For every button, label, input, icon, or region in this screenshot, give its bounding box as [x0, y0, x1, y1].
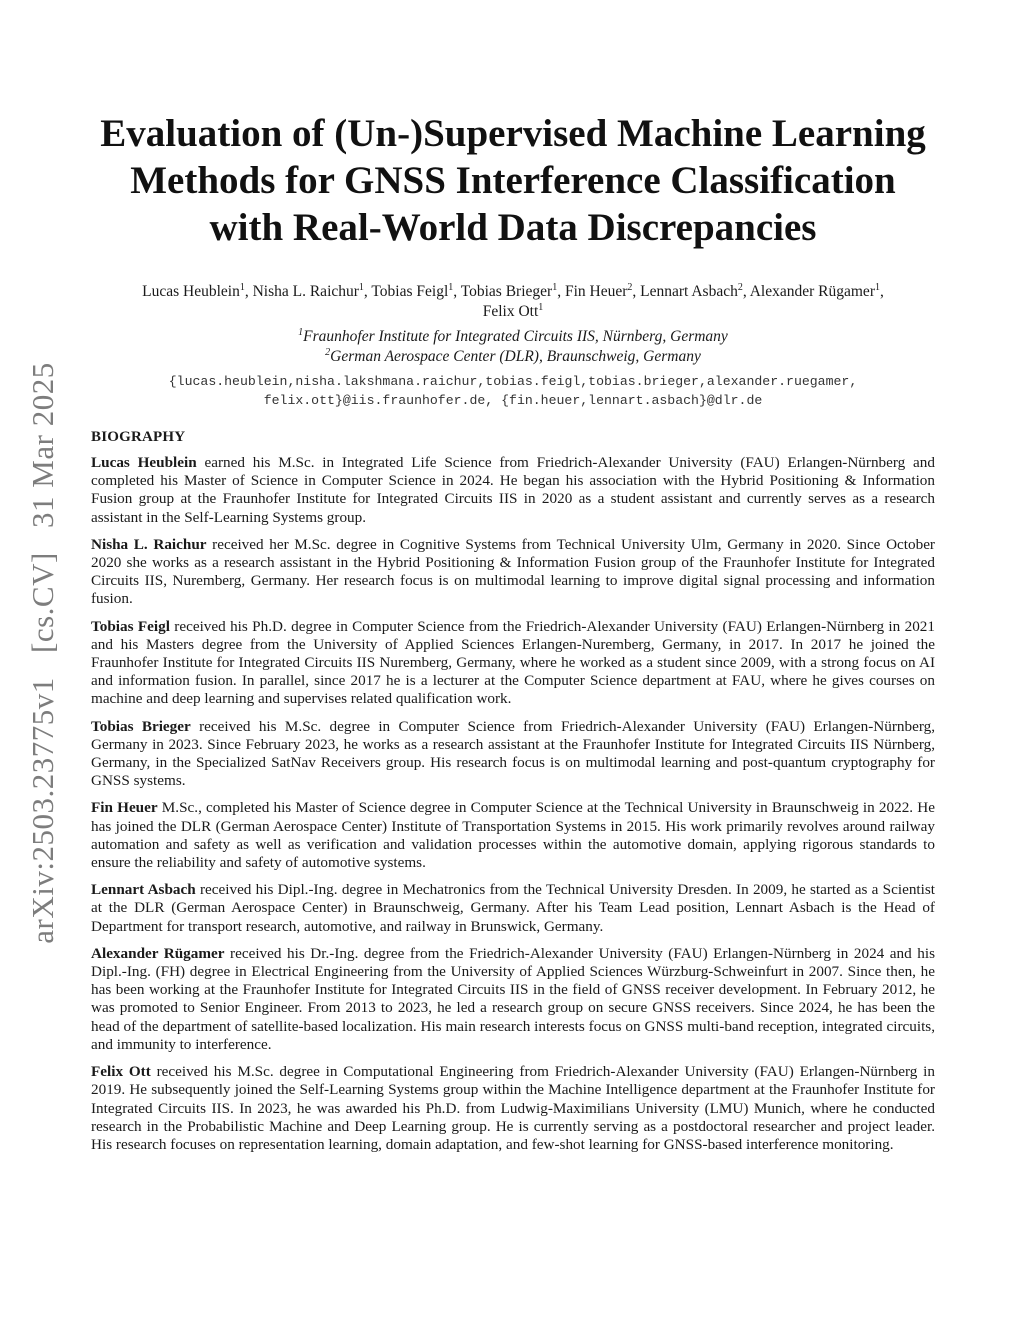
- bio-text: received his Dr.-Ing. degree from the Friedrich-Alexander University (FAU) Erlangen-Nürnberg in 2024 and his Dipl.-Ing. (FH) degree in Electrical Engineering from the University of Applied Sciences Würzburg-Schweinfurt in 2007. Since then, he has been working at the Fraunhofer Institute for Integrated Circuits IIS in the field of GNSS receiver development. In February 2012, he was promoted to Senior Engineer. From 2013 to 2023, he led a research group on secure GNSS receivers. Since 2024, he has been the head of the department of satellite-based localization. His main research interests focus on GNSS multi-band reception, integrated circuits, and immunity to interference.: [91, 944, 935, 1053]
- bio-paragraph: [91, 1063, 935, 1154]
- bio-text: received her M.Sc. degree in Cognitive Systems from Technical University Ulm, Germany in 2020. Since October 2020 she works as a research assistant in the Hybrid Positioning & Information Fusion group of the Fraunhofer Institute for Integrated Circuits IIS, Nuremberg, Germany. Her research focus is on multimodal learning to improve digital signal processing and information fusion.: [91, 535, 935, 608]
- author: Tobias Feigl$^1$: [371, 281, 454, 300]
- email-line: felix.ott}@iis.fraunhofer.de, {fin.heuer,lennart.asbach}@dlr.de: [263, 393, 763, 408]
- author-emails: [91, 372, 935, 410]
- bio-name: Tobias Brieger: [91, 717, 191, 735]
- bio-paragraph: [91, 799, 935, 872]
- bio-name: Lucas Heublein: [91, 454, 197, 471]
- bio-paragraph: [91, 618, 935, 709]
- author: Lennart Asbach$^2$: [640, 281, 743, 300]
- bio-paragraph: [91, 454, 935, 527]
- arxiv-id: arXiv:2503.23775v1: [25, 677, 60, 944]
- author: Lucas Heublein$^1$: [142, 281, 245, 300]
- title-line: with Real-World Data Discrepancies: [209, 206, 817, 249]
- affiliations: [91, 327, 935, 367]
- paper-title: [91, 110, 935, 251]
- bio-text: received his M.Sc. degree in Computational Engineering from Friedrich-Alexander University (FAU) Erlangen-Nürnberg in 2019. He subsequently joined the Self-Learning Systems group within the Machine Intelligence department at the Fraunhofer Institute for Integrated Circuits IIS. In 2023, he was awarded his Ph.D. from Ludwig-Maximilians University (LMU) Munich, where he conducted research in the Probabilistic Machine and Deep Learning group. He is currently serving as a postdoctoral researcher and project leader. His research focuses on representation learning, domain adaptation, and few-shot learning for GNSS-based interference monitoring.: [91, 1063, 935, 1153]
- author-list: Lucas Heublein$^1$, Nisha L. Raichur$^1$, Tobias Feigl$^1$, Tobias Brieger$^1$, Fin Heuer$^2$, Lennart Asbach$^2$, Alexander Rügamer$^1$, Felix Ott$^1$: [142, 281, 884, 320]
- arxiv-category: [cs.CV]: [25, 552, 60, 653]
- bio-text: M.Sc., completed his Master of Science degree in Computer Science at the Technical University in Braunschweig in 2022. He has joined the DLR (German Aerospace Center) Institute of Transportation Systems in 2015. His work primarily revolves around railway automation and safety as well as verification and validation processes within the automotive domain, applying rigorous standards to ensure the reliability and safety of automotive systems.: [91, 799, 935, 872]
- bio-text: received his M.Sc. degree in Computer Science from Friedrich-Alexander University (FAU) Erlangen-Nürnberg, Germany in 2023. Since February 2023, he works as a research assistant at the Fraunhofer Institute for Integrated Circuits IIS Nürnberg, Germany, in the Specialized SatNav Receivers group. His research focus is on multimodal learning and post-quantum cryptography for GNSS systems.: [91, 717, 935, 790]
- bio-paragraph: [91, 945, 935, 1054]
- affiliation: $^1$Fraunhofer Institute for Integrated Circuits IIS, Nürnberg, Germany: [298, 326, 728, 345]
- bio-name: Lennart Asbach: [91, 881, 196, 899]
- biography-heading: BIOGRAPHY: [91, 429, 186, 445]
- email-line: {lucas.heublein,nisha.lakshmana.raichur,tobias.feigl,tobias.brieger,alexander.ruegamer,: [168, 374, 858, 389]
- bio-paragraph: [91, 718, 935, 791]
- author: Tobias Brieger$^1$: [460, 281, 558, 300]
- bio-text: earned his M.Sc. in Integrated Life Science from Friedrich-Alexander University (FAU) Erlangen-Nürnberg and completed his Master of Science in Computer Science in 2024. He began his association with the Hybrid Positioning & Information Fusion group at the Fraunhofer Institute for Integrated Circuits IIS in 2020 as a student assistant and currently serves as a research assistant in the Self-Learning Systems group.: [91, 454, 935, 526]
- bio-name: Nisha L. Raichur: [91, 535, 207, 553]
- affiliation: $^2$German Aerospace Center (DLR), Braunschweig, Germany: [325, 346, 701, 365]
- bio-name: Tobias Feigl: [91, 617, 170, 635]
- author: Fin Heuer$^2$: [564, 281, 633, 300]
- author: Nisha L. Raichur$^1$: [252, 281, 364, 300]
- author: Alexander Rügamer$^1$: [749, 281, 880, 300]
- paper-page: [91, 110, 935, 1163]
- bio-name: Fin Heuer: [91, 799, 158, 817]
- author: Felix Ott$^1$: [482, 301, 544, 320]
- bio-text: received his Dipl.-Ing. degree in Mechatronics from the Technical University Dresden. In 2009, he started as a Scientist at the DLR (German Aerospace Center) in Braunschweig, Germany. After his Team Lead position, Lennart Asbach is the Head of Department for transport research, automotive, and railway in Brunswick, Germany.: [91, 881, 935, 935]
- arxiv-date: 31 Mar 2025: [25, 362, 60, 528]
- title-line: Methods for GNSS Interference Classification: [130, 159, 896, 202]
- bio-text: received his Ph.D. degree in Computer Science from the Friedrich-Alexander University (FAU) Erlangen-Nürnberg in 2021 and his Masters degree from the University of Applied Sciences Erlangen-Nuremberg, Germany, in 2017. In 2017 he joined the Fraunhofer Institute for Integrated Circuits IIS Nuremberg, Germany, where he worked as a student since 2009, with a strong focus on AI and information fusion. In parallel, since 2017 he is a lecturer at the Computer Science department at FAU, where he gives courses on machine and deep learning and supervises related qualification work.: [91, 617, 935, 708]
- bio-paragraph: [91, 881, 935, 936]
- bio-name: Felix Ott: [91, 1063, 151, 1081]
- bio-paragraph: [91, 536, 935, 609]
- arxiv-stamp: [25, 346, 61, 943]
- bio-name: Alexander Rügamer: [91, 944, 225, 962]
- title-line: Evaluation of (Un-)Supervised Machine Learning: [100, 112, 926, 155]
